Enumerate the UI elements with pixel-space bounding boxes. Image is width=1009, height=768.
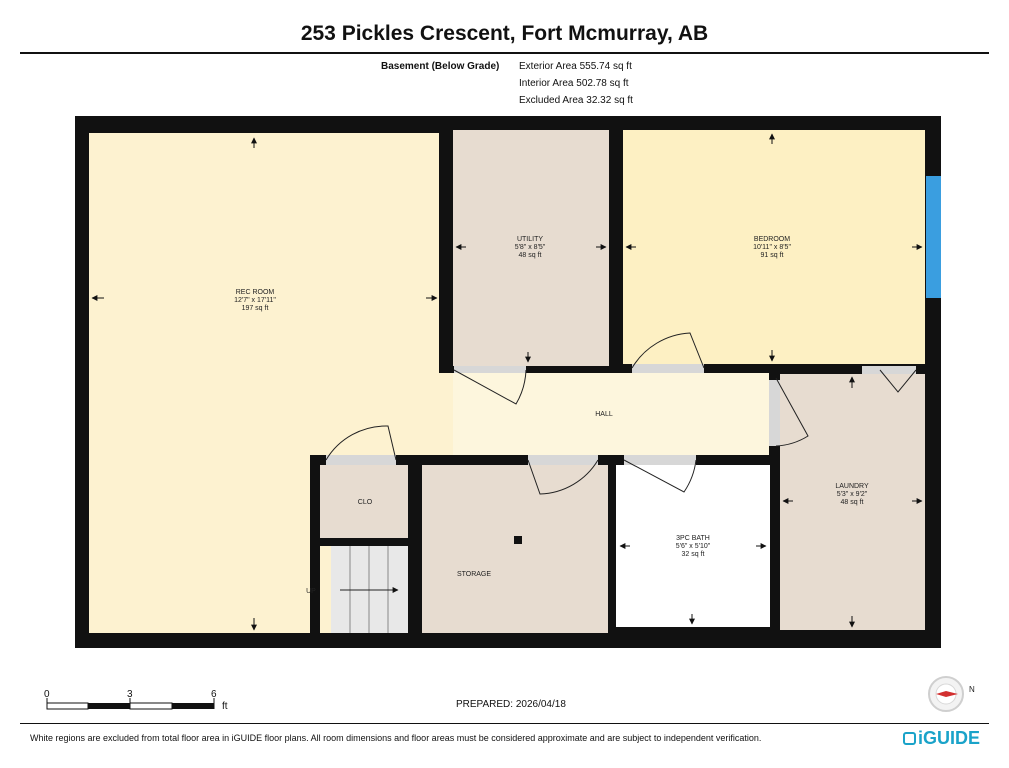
- exterior-area: Exterior Area 555.74 sq ft: [519, 61, 632, 72]
- laundry-name: LAUNDRY: [835, 483, 869, 490]
- scale-bar-segment: [172, 703, 214, 709]
- laundry-closet-opening: [862, 366, 916, 374]
- rec-room-area: 197 sq ft: [241, 305, 269, 312]
- scale-bar-segment: [47, 703, 88, 709]
- interior-area: Interior Area 502.78 sq ft: [519, 78, 629, 89]
- rec-room-dims: 12'7" x 17'11": [234, 297, 276, 304]
- bedroom-area: 91 sq ft: [760, 252, 784, 259]
- closet-south-wall: [320, 538, 408, 546]
- iguide-logo-icon: [903, 732, 916, 745]
- scale-bar-segment: [88, 703, 130, 709]
- storage-west-wall: [408, 455, 422, 635]
- utility-dims: 5'8" x 8'5": [514, 244, 546, 251]
- compass-north-label: N: [969, 685, 975, 694]
- laundry-area: 48 sq ft: [840, 499, 864, 506]
- closet-name: CLO: [357, 499, 373, 506]
- scale-label-3: 3: [127, 689, 133, 700]
- floor-drain: [514, 536, 522, 544]
- bedroom-name: BEDROOM: [753, 236, 791, 243]
- bath-dims: 5'6" x 5'10": [675, 543, 711, 550]
- bath-name: 3PC BATH: [676, 535, 710, 542]
- footer-rule: [20, 723, 989, 724]
- bedroom-door-opening: [632, 364, 704, 373]
- scale-label-0: 0: [44, 689, 50, 700]
- laundry-dims: 5'3" x 9'2": [836, 491, 868, 498]
- utility-door-opening: [454, 366, 526, 373]
- stairs-label: UP: [306, 588, 316, 595]
- prepared-date: PREPARED: 2026/04/18: [456, 699, 566, 710]
- excluded-area: Excluded Area 32.32 sq ft: [519, 95, 633, 106]
- utility-name: UTILITY: [516, 236, 544, 243]
- bath-south-wall: [610, 627, 778, 635]
- scale-bar-segment: [130, 703, 172, 709]
- hall-name: HALL: [595, 411, 613, 418]
- laundry-door-opening: [769, 380, 780, 446]
- rec-room-lower: [89, 455, 310, 633]
- disclaimer: White regions are excluded from total floor area in iGUIDE floor plans. All room dimensions and floor areas must be considered approximate and are subject to independent verification.: [30, 733, 762, 743]
- brand-logo: [903, 728, 980, 749]
- utility-area: 48 sq ft: [518, 252, 542, 259]
- closet-door-opening: [326, 455, 396, 465]
- bath-door-opening: [624, 455, 696, 465]
- brand-name: iGUIDE: [918, 728, 981, 748]
- bedroom-window: [926, 176, 941, 298]
- bath-area: 32 sq ft: [681, 551, 705, 558]
- storage-east-wall: [608, 455, 616, 635]
- storage-door-opening: [528, 455, 598, 465]
- scale-label-6: 6: [211, 689, 217, 700]
- rec-room-name: REC ROOM: [235, 289, 275, 296]
- laundry-south-wall: [778, 630, 928, 635]
- page-title: 253 Pickles Crescent, Fort Mcmurray, AB: [300, 22, 709, 45]
- scale-unit: ft: [222, 701, 228, 712]
- bedroom-dims: 10'11" x 8'5": [753, 244, 791, 251]
- closet-wall: [310, 455, 320, 635]
- level-name: Basement (Below Grade): [381, 61, 500, 72]
- storage-room: [422, 465, 608, 633]
- storage-name: STORAGE: [456, 571, 492, 578]
- bath-east-wall: [770, 455, 780, 635]
